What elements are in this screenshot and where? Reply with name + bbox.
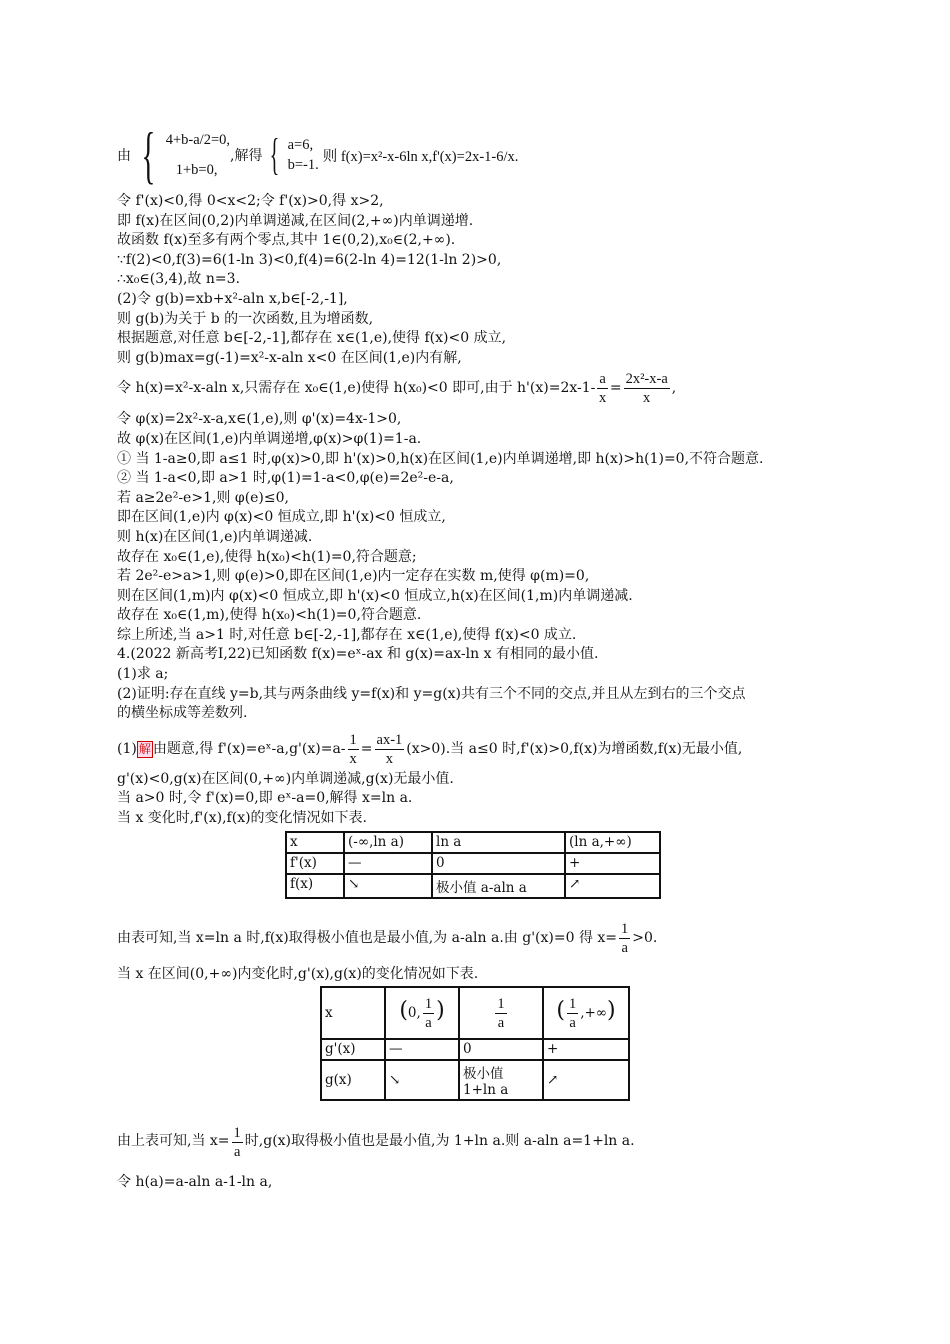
system-solution (288, 135, 319, 175)
text-line: (2)证明:存在直线 y=b,其与两条曲线 y=f(x)和 y=g(x)共有三个不同的交点,并且从左到右的三个交点 (117, 685, 746, 702)
fraction (423, 995, 434, 1032)
fraction (597, 370, 607, 407)
fraction-numerator: 1 (497, 995, 505, 1012)
equals-sign: = (609, 379, 622, 396)
text-segment: (1) (117, 741, 137, 758)
fraction (495, 995, 506, 1032)
table-row (286, 874, 660, 898)
fraction-denominator: x (598, 389, 607, 406)
paren-close-icon: ) (436, 997, 445, 1023)
table-row (286, 853, 660, 874)
text-segment: 时,g(x)取得极小值也是最小值,为 1+ln a.则 a-aln a=1+ln a. (244, 1133, 635, 1150)
after-table2-line (117, 1119, 847, 1165)
table-cell: g(x) (321, 1060, 385, 1100)
text-segment: 由上表可知,当 x= (117, 1133, 230, 1150)
solution-b: b=-1. (287, 157, 319, 173)
table-row (321, 1060, 629, 1100)
cell-text: 极小值 (463, 1066, 504, 1083)
left-brace-icon: { (270, 130, 280, 179)
cell-text: 0, (407, 1004, 421, 1021)
paragraph-b (117, 410, 847, 724)
fraction-denominator: a (497, 1014, 505, 1031)
paragraph-a (117, 192, 847, 368)
text-line: 故 φ(x)在区间(1,e)内单调递增,φ(x)>φ(1)=1-a. (117, 430, 422, 447)
text-line: g'(x)<0,g(x)在区间(0,+∞)内单调递减,g(x)无最小值. (117, 770, 454, 787)
table-cell (321, 987, 385, 1039)
table-cell: ↘ (385, 1060, 459, 1100)
problem-heading: 4.(2022 新高考Ⅰ,22)已知函数 f(x)=eˣ-ax 和 g(x)=ax-ln x 有相同的最小值. (117, 646, 599, 663)
fraction-denominator: x (349, 751, 357, 768)
cell-text: ,+∞ (580, 1004, 608, 1021)
table-row (321, 987, 629, 1039)
text-line: 当 a>0 时,令 f'(x)=0,即 eˣ-a=0,解得 x=ln a. (117, 790, 413, 807)
sys-tail: 则 f(x)=x²-x-6ln x,f'(x)=2x-1-6/x. (322, 148, 519, 165)
text-line: 故函数 f(x)至多有两个零点,其中 1∈(0,2),x₀∈(2,+∞). (117, 232, 456, 249)
fraction (619, 920, 630, 957)
text-line: 故存在 x₀∈(1,m),使得 h(x₀)<h(1)=0,符合题意. (117, 607, 422, 624)
paren-open-icon: ( (556, 997, 565, 1023)
table-cell (385, 987, 459, 1039)
table-cell: — (344, 853, 432, 874)
fraction-numerator: 1 (233, 1124, 241, 1141)
cell-text: x (325, 1005, 333, 1022)
system-eq1: 4+b-a/2=0, (165, 132, 230, 148)
variation-table-g (320, 986, 630, 1101)
table-cell: (ln a,+∞) (565, 832, 660, 853)
text-line: ∴x₀∈(3,4),故 n=3. (117, 271, 240, 288)
text-segment: (x>0).当 a≤0 时,f'(x)>0,f(x)为增函数,f(x)无最小值, (406, 741, 743, 758)
text-line: (2)令 g(b)=xb+x²-aln x,b∈[-2,-1], (117, 290, 348, 307)
fraction-denominator: a (621, 940, 628, 957)
after-table1-line (117, 917, 847, 961)
solution-a: a=6, (287, 137, 314, 153)
equals-sign: = (360, 741, 373, 758)
fraction (567, 995, 578, 1032)
fraction-numerator: 1 (349, 732, 357, 749)
system-equations (166, 125, 230, 185)
equation-system-line (117, 118, 847, 192)
left-brace-icon: { (141, 119, 156, 190)
text-line: 令 f'(x)<0,得 0<x<2;令 f'(x)>0,得 x>2, (117, 193, 384, 209)
text-segment: 令 h(x)=x²-x-aln x,只需存在 x₀∈(1,e)使得 h(x₀)<0 即可,由于 h'(x)=2x-1- (117, 379, 596, 396)
text-line: ① 当 1-a≥0,即 a≤1 时,φ(x)>0,即 h'(x)>0,h(x)在区间(1,e)内单调递增,即 h(x)>h(1)=0,不符合题意. (117, 450, 764, 467)
text-segment: >0. (632, 929, 658, 946)
fraction-denominator: a (425, 1014, 432, 1031)
solution-tag: 解 (138, 742, 151, 757)
fraction-numerator: 1 (568, 995, 577, 1012)
text-line: 根据题意,对任意 b∈[-2,-1],都存在 x∈(1,e),使得 f(x)<0 成立, (117, 330, 507, 347)
table-cell: (-∞,ln a) (344, 832, 432, 853)
paren-open-icon: ( (399, 997, 408, 1023)
text-line: 则 h(x)在区间(1,e)内单调递减. (117, 528, 313, 545)
text-line: 若 a≥2e²-e>1,则 φ(e)≤0, (117, 489, 289, 506)
paren-close-icon: ) (607, 997, 616, 1023)
table-row (286, 832, 660, 853)
fraction-denominator: a (569, 1014, 576, 1031)
fraction-numerator: a (599, 370, 606, 387)
text-line: 令 h(a)=a-aln a-1-ln a, (117, 1174, 273, 1191)
table-cell: — (385, 1039, 459, 1060)
text-line: 则在区间(1,m)内 φ(x)<0 恒成立,即 h'(x)<0 恒成立,h(x)在区间(1,m)内单调递减. (117, 587, 633, 604)
table-cell: ln a (432, 832, 565, 853)
variation-table-f (285, 831, 661, 899)
text-line: 综上所述,当 a>1 时,对任意 b∈[-2,-1],都存在 x∈(1,e),使得 f(x)<0 成立. (117, 626, 577, 643)
fraction (375, 731, 405, 768)
cell-text: 1+ln a (463, 1082, 509, 1099)
fraction (232, 1124, 243, 1161)
fraction-numerator: 2x²-x-a (625, 370, 668, 387)
system-eq2: 1+b=0, (175, 162, 218, 178)
text-line: 即在区间(1,e)内 φ(x)<0 恒成立,即 h'(x)<0 恒成立, (117, 509, 446, 526)
table-cell: ↘ (344, 874, 432, 898)
solution-line (117, 730, 847, 770)
text-line: 则 g(b)max=g(-1)=x²-x-aln x<0 在区间(1,e)内有解, (117, 349, 462, 366)
table-cell: f(x) (286, 874, 344, 898)
text-line: 若 2e²-e>a>1,则 φ(e)>0,即在区间(1,e)内一定存在实数 m,使得 φ(m)=0, (117, 568, 590, 585)
table-cell: ↗ (565, 874, 660, 898)
fraction-denominator: x (643, 389, 651, 406)
paragraph-c (117, 770, 847, 829)
sys-mid: ,解得 (230, 148, 263, 164)
fraction-denominator: x (385, 751, 394, 768)
table-cell: g'(x) (321, 1039, 385, 1060)
fraction-numerator: 1 (621, 921, 629, 938)
fraction-numerator: ax-1 (376, 732, 403, 749)
table-cell: 0 (459, 1039, 543, 1060)
text-line: 当 x 在区间(0,+∞)内变化时,g'(x),g(x)的变化情况如下表. (117, 965, 479, 982)
table-row (321, 1039, 629, 1060)
fraction (624, 370, 670, 407)
text-line: 即 f(x)在区间(0,2)内单调递减,在区间(2,+∞)内单调递增. (117, 212, 474, 229)
text-line: 的横坐标成等差数列. (117, 705, 248, 722)
table-cell (459, 987, 543, 1039)
text-line: 令 φ(x)=2x²-x-a,x∈(1,e),则 φ'(x)=4x-1>0, (117, 411, 402, 428)
text-line: ② 当 1-a<0,即 a>1 时,φ(1)=1-a<0,φ(e)=2e²-e-a, (117, 470, 454, 487)
text-segment: , (671, 379, 677, 396)
table-cell (543, 987, 629, 1039)
h-derivative-line (117, 368, 847, 408)
fraction-numerator: 1 (424, 995, 433, 1012)
table-cell: f'(x) (286, 853, 344, 874)
fraction (348, 731, 359, 768)
table-cell: + (565, 853, 660, 874)
table-cell: ↗ (543, 1060, 629, 1100)
document-page (117, 118, 847, 1193)
fraction-denominator: a (233, 1143, 241, 1160)
table-cell: x (286, 832, 344, 853)
text-line: 当 x 变化时,f'(x),f(x)的变化情况如下表. (117, 810, 367, 827)
table-cell: 0 (432, 853, 565, 874)
sys-prefix: 由 (117, 148, 131, 164)
table-cell: 极小值 a-aln a (432, 874, 565, 898)
table-cell: + (543, 1039, 629, 1060)
text-line: ∵f(2)<0,f(3)=6(1-ln 3)<0,f(4)=6(2-ln 4)=12(1-ln 2)>0, (117, 251, 502, 268)
text-line: 则 g(b)为关于 b 的一次函数,且为增函数, (117, 310, 374, 327)
text-segment: 由表可知,当 x=ln a 时,f(x)取得极小值也是最小值,为 a-aln a.由 g'(x)=0 得 x= (117, 929, 618, 946)
text-segment: 由题意,得 f'(x)=eˣ-a,g'(x)=a- (152, 741, 346, 758)
table-cell (459, 1060, 543, 1100)
text-line: 故存在 x₀∈(1,e),使得 h(x₀)<h(1)=0,符合题意; (117, 548, 417, 565)
text-line: (1)求 a; (117, 666, 169, 683)
